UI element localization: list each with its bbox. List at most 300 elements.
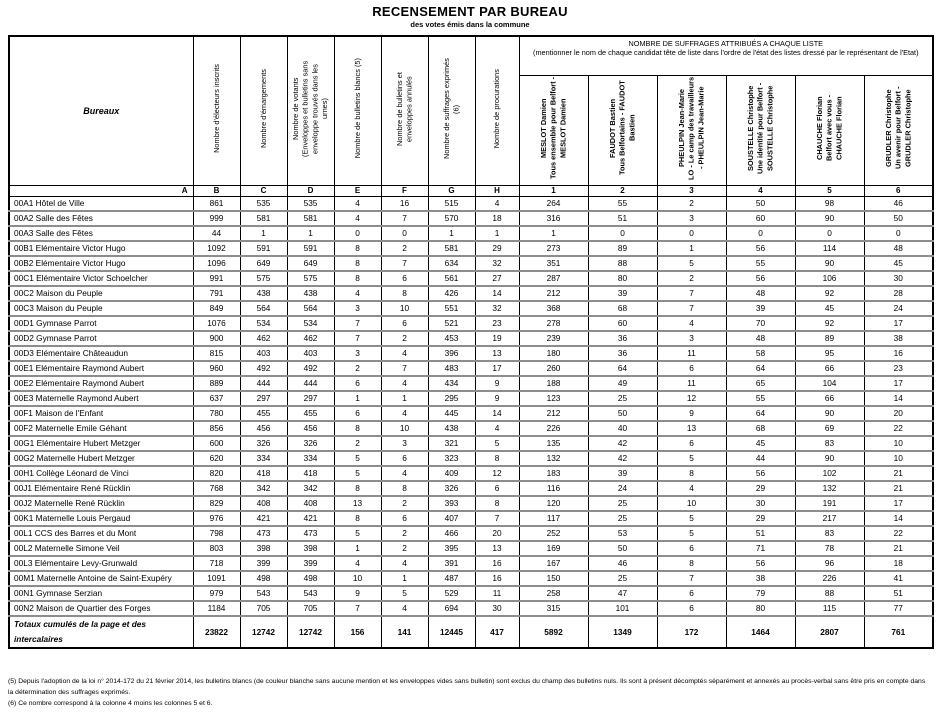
value-cell: 226: [795, 571, 864, 586]
value-cell: 979: [193, 586, 240, 601]
value-cell: 167: [519, 556, 588, 571]
value-cell: 6: [334, 376, 381, 391]
value-cell: 6: [381, 451, 428, 466]
value-cell: 4: [475, 421, 519, 436]
table-row: [9, 241, 933, 256]
value-cell: 2: [381, 331, 428, 346]
value-cell: 25: [588, 571, 657, 586]
value-cell: 5: [657, 526, 726, 541]
value-cell: 455: [287, 406, 334, 421]
value-cell: 889: [193, 376, 240, 391]
value-cell: 1: [287, 226, 334, 241]
value-cell: 780: [193, 406, 240, 421]
value-cell: 132: [519, 451, 588, 466]
table-row: [9, 197, 933, 212]
value-cell: 462: [287, 331, 334, 346]
value-cell: 79: [726, 586, 795, 601]
candidate-column-header-5: CHAUCHE Florian Belfort avec vous - CHAUCHE Florian: [795, 76, 864, 186]
value-cell: 95: [795, 346, 864, 361]
column-letter: D: [287, 186, 334, 197]
value-cell: 0: [588, 226, 657, 241]
value-cell: 581: [287, 211, 334, 226]
value-cell: 1092: [193, 241, 240, 256]
value-cell: 16: [381, 197, 428, 212]
value-cell: 398: [240, 541, 287, 556]
value-cell: 30: [726, 496, 795, 511]
value-cell: 4: [657, 481, 726, 496]
value-cell: 14: [475, 406, 519, 421]
value-cell: 278: [519, 316, 588, 331]
value-cell: 4: [657, 316, 726, 331]
value-cell: 64: [726, 406, 795, 421]
value-cell: 239: [519, 331, 588, 346]
value-cell: 395: [428, 541, 475, 556]
table-row: [9, 391, 933, 406]
value-cell: 455: [240, 406, 287, 421]
value-cell: 6: [381, 271, 428, 286]
value-cell: 297: [287, 391, 334, 406]
value-cell: 0: [864, 226, 933, 241]
table-row: [9, 226, 933, 241]
bureau-name: 00D2 Gymnase Parrot: [9, 331, 193, 346]
value-cell: 4: [381, 346, 428, 361]
value-cell: 521: [428, 316, 475, 331]
value-cell: 5: [381, 586, 428, 601]
value-cell: 106: [795, 271, 864, 286]
column-letter: H: [475, 186, 519, 197]
value-cell: 7: [657, 571, 726, 586]
value-cell: 39: [588, 286, 657, 301]
value-cell: 515: [428, 197, 475, 212]
value-cell: 8: [657, 466, 726, 481]
value-cell: 408: [287, 496, 334, 511]
value-cell: 6: [657, 436, 726, 451]
value-cell: 104: [795, 376, 864, 391]
value-cell: 473: [287, 526, 334, 541]
table-row: [9, 436, 933, 451]
value-cell: 56: [726, 466, 795, 481]
candidate-column-header-2: FAUDOT Bastien Tous Belfortains - FAUDOT Bastien: [588, 76, 657, 186]
bureau-name: 00N1 Gymnase Serzian: [9, 586, 193, 601]
value-cell: 55: [726, 391, 795, 406]
value-cell: 212: [519, 406, 588, 421]
value-cell: 83: [795, 436, 864, 451]
value-cell: 407: [428, 511, 475, 526]
value-cell: 115: [795, 601, 864, 616]
value-cell: 6: [334, 406, 381, 421]
table-body: [9, 197, 933, 649]
value-cell: 68: [588, 301, 657, 316]
value-cell: 498: [240, 571, 287, 586]
value-cell: 65: [726, 376, 795, 391]
stat-column-header-votants: Nombre de votants (Enveloppes et bulletins sans enveloppe trouvés dans les urnes): [287, 36, 334, 186]
value-cell: 791: [193, 286, 240, 301]
table-row: [9, 556, 933, 571]
value-cell: 421: [287, 511, 334, 526]
value-cell: 473: [240, 526, 287, 541]
table-row: [9, 211, 933, 226]
value-cell: 21: [864, 541, 933, 556]
value-cell: 453: [428, 331, 475, 346]
value-cell: 1184: [193, 601, 240, 616]
value-cell: 80: [588, 271, 657, 286]
value-cell: 258: [519, 586, 588, 601]
value-cell: 564: [287, 301, 334, 316]
value-cell: 7: [334, 316, 381, 331]
value-cell: 46: [864, 197, 933, 212]
value-cell: 820: [193, 466, 240, 481]
bureau-name: 00D3 Elémentaire Châteaudun: [9, 346, 193, 361]
value-cell: 3: [334, 301, 381, 316]
value-cell: 534: [240, 316, 287, 331]
value-cell: 418: [287, 466, 334, 481]
value-cell: 2: [334, 436, 381, 451]
value-cell: 529: [428, 586, 475, 601]
value-cell: 92: [795, 316, 864, 331]
value-cell: 829: [193, 496, 240, 511]
column-letter: 2: [588, 186, 657, 197]
value-cell: 2807: [795, 616, 864, 648]
value-cell: 1: [428, 226, 475, 241]
value-cell: 116: [519, 481, 588, 496]
value-cell: 976: [193, 511, 240, 526]
value-cell: 7: [475, 511, 519, 526]
value-cell: 438: [240, 286, 287, 301]
value-cell: 487: [428, 571, 475, 586]
value-cell: 92: [795, 286, 864, 301]
value-cell: 83: [795, 526, 864, 541]
table-row: [9, 466, 933, 481]
value-cell: 326: [240, 436, 287, 451]
value-cell: 1: [519, 226, 588, 241]
value-cell: 46: [588, 556, 657, 571]
value-cell: 169: [519, 541, 588, 556]
value-cell: 90: [795, 256, 864, 271]
table-row: [9, 421, 933, 436]
value-cell: 56: [726, 241, 795, 256]
footnote-5: (5) Depuis l'adoption de la loi n° 2014-172 du 21 février 2014, les bulletins blancs (de couleur blanche sans aucune mention et les enveloppes vides sans bulletin) sont exclus du champ des bulletins nuls. Ils sont à présent décomptés séparément et annexés au procès-verbal sans être pris en compte dans la détermination des suffrages exprimés.: [8, 678, 926, 697]
value-cell: 23822: [193, 616, 240, 648]
value-cell: 315: [519, 601, 588, 616]
column-letter: G: [428, 186, 475, 197]
value-cell: 342: [287, 481, 334, 496]
value-cell: 1: [381, 571, 428, 586]
value-cell: 2: [381, 241, 428, 256]
value-cell: 4: [381, 556, 428, 571]
value-cell: 25: [588, 511, 657, 526]
value-cell: 21: [864, 481, 933, 496]
value-cell: 5: [657, 451, 726, 466]
table-row: [9, 331, 933, 346]
value-cell: 8: [381, 481, 428, 496]
value-cell: 391: [428, 556, 475, 571]
value-cell: 438: [428, 421, 475, 436]
value-cell: 535: [287, 197, 334, 212]
value-cell: 42: [588, 451, 657, 466]
value-cell: 564: [240, 301, 287, 316]
value-cell: 5: [475, 436, 519, 451]
value-cell: 7: [657, 286, 726, 301]
value-cell: 396: [428, 346, 475, 361]
value-cell: 60: [726, 211, 795, 226]
value-cell: 16: [475, 571, 519, 586]
stat-column-header-bulletins-annules: Nombre de bulletins et enveloppes annulés: [381, 36, 428, 186]
value-cell: 8: [381, 286, 428, 301]
value-cell: 36: [588, 331, 657, 346]
table-row: [9, 376, 933, 391]
value-cell: 8: [334, 241, 381, 256]
value-cell: 25: [588, 391, 657, 406]
value-cell: 183: [519, 466, 588, 481]
value-cell: 51: [864, 586, 933, 601]
value-cell: 24: [864, 301, 933, 316]
stat-column-header-electeurs-inscrits: Nombre d'électeurs inscrits: [193, 36, 240, 186]
table-row: [9, 301, 933, 316]
value-cell: 150: [519, 571, 588, 586]
value-cell: 9: [334, 586, 381, 601]
value-cell: 4: [381, 406, 428, 421]
value-cell: 120: [519, 496, 588, 511]
value-cell: 17: [864, 316, 933, 331]
value-cell: 7: [334, 331, 381, 346]
value-cell: 17: [864, 376, 933, 391]
value-cell: 620: [193, 451, 240, 466]
value-cell: 2: [334, 361, 381, 376]
value-cell: 16: [475, 556, 519, 571]
value-cell: 8: [475, 496, 519, 511]
value-cell: 51: [588, 211, 657, 226]
value-cell: 4: [334, 286, 381, 301]
value-cell: 45: [864, 256, 933, 271]
header-row-top: [9, 36, 933, 76]
value-cell: 10: [657, 496, 726, 511]
value-cell: 399: [240, 556, 287, 571]
value-cell: 22: [864, 421, 933, 436]
value-cell: 212: [519, 286, 588, 301]
value-cell: 14: [475, 286, 519, 301]
value-cell: 1: [381, 391, 428, 406]
value-cell: 7: [381, 211, 428, 226]
value-cell: 51: [726, 526, 795, 541]
value-cell: 78: [795, 541, 864, 556]
value-cell: 180: [519, 346, 588, 361]
value-cell: 462: [240, 331, 287, 346]
value-cell: 88: [588, 256, 657, 271]
value-cell: 0: [334, 226, 381, 241]
value-cell: 393: [428, 496, 475, 511]
value-cell: 89: [588, 241, 657, 256]
value-cell: 7: [334, 601, 381, 616]
value-cell: 4: [334, 556, 381, 571]
column-letter: 6: [864, 186, 933, 197]
bureau-name: 00F2 Maternelle Emile Géhant: [9, 421, 193, 436]
value-cell: 694: [428, 601, 475, 616]
bureau-name: 00E1 Elémentaire Raymond Aubert: [9, 361, 193, 376]
value-cell: 5: [657, 511, 726, 526]
value-cell: 561: [428, 271, 475, 286]
value-cell: 13: [657, 421, 726, 436]
value-cell: 11: [475, 586, 519, 601]
table-row: [9, 316, 933, 331]
value-cell: 5: [334, 466, 381, 481]
value-cell: 45: [795, 301, 864, 316]
value-cell: 1: [334, 541, 381, 556]
bureaux-column-header: Bureaux: [9, 36, 193, 186]
value-cell: 53: [588, 526, 657, 541]
value-cell: 456: [240, 421, 287, 436]
value-cell: 2: [381, 496, 428, 511]
value-cell: 4: [381, 376, 428, 391]
value-cell: 20: [475, 526, 519, 541]
column-letter: B: [193, 186, 240, 197]
value-cell: 421: [240, 511, 287, 526]
value-cell: 18: [475, 211, 519, 226]
value-cell: 55: [726, 256, 795, 271]
value-cell: 2: [381, 526, 428, 541]
value-cell: 6: [381, 511, 428, 526]
value-cell: 77: [864, 601, 933, 616]
value-cell: 321: [428, 436, 475, 451]
value-cell: 543: [287, 586, 334, 601]
value-cell: 761: [864, 616, 933, 648]
page-title: RECENSEMENT PAR BUREAU: [372, 4, 568, 19]
value-cell: 323: [428, 451, 475, 466]
value-cell: 466: [428, 526, 475, 541]
value-cell: 24: [588, 481, 657, 496]
value-cell: 0: [726, 226, 795, 241]
bureau-name: 00E2 Elémentaire Raymond Aubert: [9, 376, 193, 391]
value-cell: 768: [193, 481, 240, 496]
value-cell: 40: [588, 421, 657, 436]
value-cell: 141: [381, 616, 428, 648]
value-cell: 50: [864, 211, 933, 226]
value-cell: 1349: [588, 616, 657, 648]
value-cell: 4: [334, 211, 381, 226]
value-cell: 575: [287, 271, 334, 286]
value-cell: 30: [864, 271, 933, 286]
candidate-column-header-3: PHEULPIN Jean-Marie LO - Le camp des travailleurs - PHEULPIN Jean-Marie: [657, 76, 726, 186]
value-cell: 17: [475, 361, 519, 376]
value-cell: 287: [519, 271, 588, 286]
value-cell: 28: [864, 286, 933, 301]
bureau-name: 00L2 Maternelle Simone Veil: [9, 541, 193, 556]
value-cell: 3: [334, 346, 381, 361]
table-row: [9, 361, 933, 376]
value-cell: 861: [193, 197, 240, 212]
value-cell: 8: [475, 451, 519, 466]
value-cell: 849: [193, 301, 240, 316]
candidate-column-header-6: GRUDLER Christophe Un avenir pour Belfort - GRUDLER Christophe: [864, 76, 933, 186]
value-cell: 123: [519, 391, 588, 406]
value-cell: 10: [334, 571, 381, 586]
value-cell: 403: [240, 346, 287, 361]
column-letter: E: [334, 186, 381, 197]
value-cell: 50: [588, 541, 657, 556]
column-letter-row: [9, 186, 933, 197]
value-cell: 44: [193, 226, 240, 241]
value-cell: 398: [287, 541, 334, 556]
value-cell: 438: [287, 286, 334, 301]
bureau-name: 00M1 Maternelle Antoine de Saint-Exupéry: [9, 571, 193, 586]
value-cell: 2: [381, 541, 428, 556]
value-cell: 252: [519, 526, 588, 541]
table-row: [9, 511, 933, 526]
stat-column-header-suffrages-exprimes: Nombre de suffrages exprimés (6): [428, 36, 475, 186]
value-cell: 295: [428, 391, 475, 406]
value-cell: 96: [795, 556, 864, 571]
value-cell: 535: [240, 197, 287, 212]
value-cell: 1: [240, 226, 287, 241]
value-cell: 637: [193, 391, 240, 406]
value-cell: 3: [657, 331, 726, 346]
bureau-name: 00G2 Maternelle Hubert Metzger: [9, 451, 193, 466]
value-cell: 326: [287, 436, 334, 451]
value-cell: 47: [588, 586, 657, 601]
value-cell: 434: [428, 376, 475, 391]
value-cell: 23: [864, 361, 933, 376]
value-cell: 13: [475, 346, 519, 361]
value-cell: 960: [193, 361, 240, 376]
value-cell: 334: [287, 451, 334, 466]
value-cell: 188: [519, 376, 588, 391]
value-cell: 58: [726, 346, 795, 361]
candidate-column-header-1: MESLOT Damien Tous ensemble pour Belfort - MESLOT Damien: [519, 76, 588, 186]
value-cell: 64: [588, 361, 657, 376]
value-cell: 1464: [726, 616, 795, 648]
value-cell: 551: [428, 301, 475, 316]
value-cell: 11: [657, 376, 726, 391]
value-cell: 591: [287, 241, 334, 256]
bureau-name: 00A1 Hôtel de Ville: [9, 197, 193, 212]
bureau-name: 00J2 Maternelle René Rücklin: [9, 496, 193, 511]
value-cell: 803: [193, 541, 240, 556]
value-cell: 10: [381, 301, 428, 316]
value-cell: 798: [193, 526, 240, 541]
value-cell: 156: [334, 616, 381, 648]
value-cell: 6: [657, 586, 726, 601]
value-cell: 14: [864, 391, 933, 406]
totals-label: Totaux cumulés de la page et des intercalaires: [9, 616, 193, 648]
table-row: [9, 256, 933, 271]
value-cell: 13: [334, 496, 381, 511]
value-cell: 1076: [193, 316, 240, 331]
table-row: [9, 346, 933, 361]
value-cell: 6: [657, 361, 726, 376]
value-cell: 36: [588, 346, 657, 361]
value-cell: 297: [240, 391, 287, 406]
value-cell: 60: [588, 316, 657, 331]
value-cell: 49: [588, 376, 657, 391]
value-cell: 534: [287, 316, 334, 331]
value-cell: 581: [240, 211, 287, 226]
value-cell: 334: [240, 451, 287, 466]
value-cell: 56: [726, 556, 795, 571]
value-cell: 38: [864, 331, 933, 346]
stat-column-header-procurations: Nombre de procurations: [475, 36, 519, 186]
value-cell: 12742: [287, 616, 334, 648]
value-cell: 66: [795, 391, 864, 406]
value-cell: 50: [726, 197, 795, 212]
column-letter: F: [381, 186, 428, 197]
candidate-column-header-4: SOUSTELLE Christophe Une identité pour Belfort - SOUSTELLE Christophe: [726, 76, 795, 186]
value-cell: 900: [193, 331, 240, 346]
value-cell: 0: [381, 226, 428, 241]
value-cell: 7: [381, 256, 428, 271]
value-cell: 132: [795, 481, 864, 496]
column-letter: 4: [726, 186, 795, 197]
value-cell: 70: [726, 316, 795, 331]
value-cell: 172: [657, 616, 726, 648]
